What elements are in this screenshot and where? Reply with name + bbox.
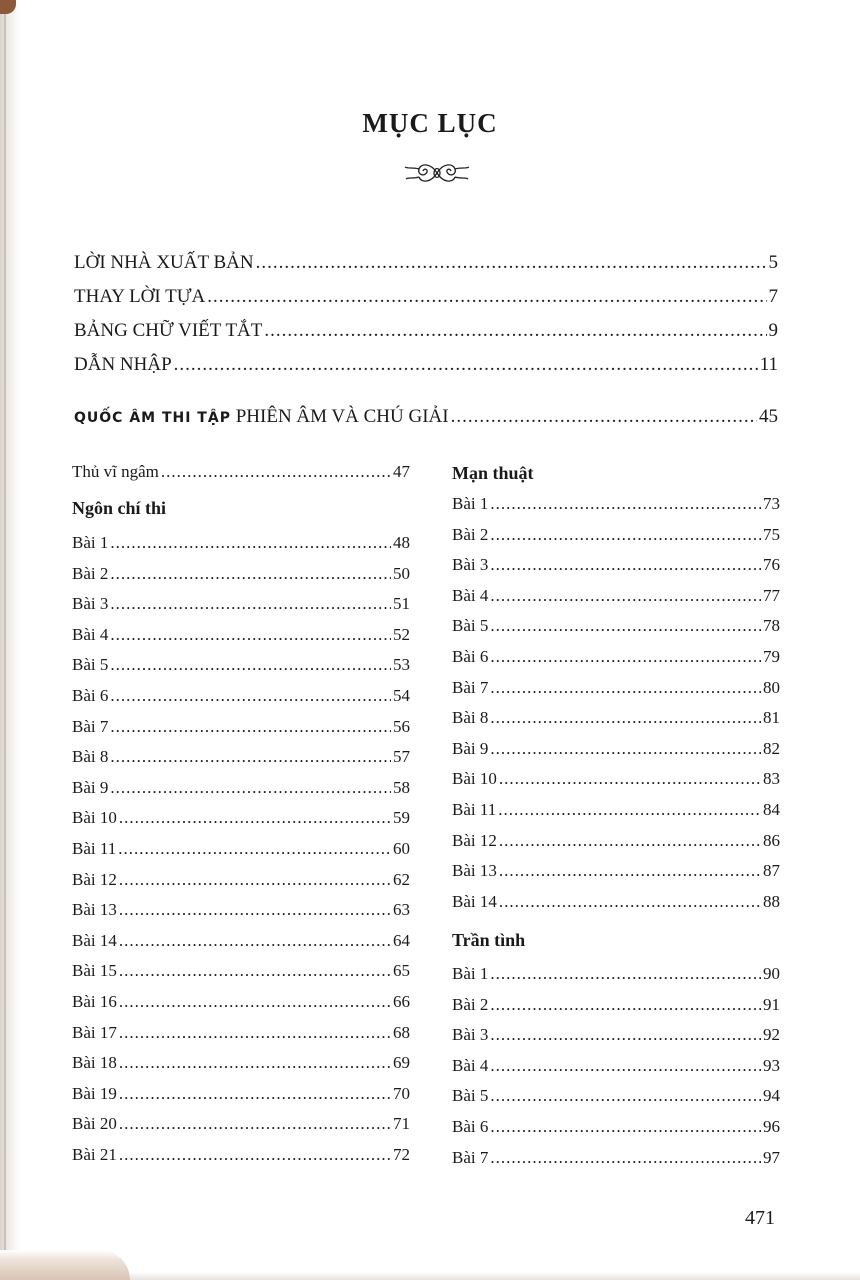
toc-entry-label: THAY LỜI TỰA <box>74 286 206 307</box>
toc-entry[interactable] <box>452 892 780 912</box>
toc-entry[interactable] <box>74 252 778 274</box>
toc-leader-dots <box>174 354 758 376</box>
toc-leader-dots <box>110 625 391 645</box>
toc-leader-dots <box>490 616 761 636</box>
toc-entry[interactable] <box>452 1086 780 1106</box>
toc-entry-label: Bài 21 <box>72 1145 117 1164</box>
toc-entry-page: 58 <box>393 777 410 797</box>
toc-entry-page: 78 <box>763 616 780 636</box>
toc-entry-label: DẪN NHẬP <box>74 354 172 375</box>
toc-leader-dots <box>264 320 766 342</box>
toc-entry[interactable] <box>452 1056 780 1076</box>
toc-entry-page: 93 <box>763 1055 780 1075</box>
toc-leader-dots <box>110 594 391 614</box>
toc-leader-dots <box>119 992 391 1012</box>
toc-entry-label: Bài 13 <box>72 900 117 920</box>
toc-entry-label: Bài 18 <box>72 1053 117 1073</box>
toc-entry[interactable] <box>452 586 780 606</box>
toc-entry-page: 86 <box>763 830 780 850</box>
toc-entry-page: 92 <box>763 1025 780 1045</box>
toc-entry-label: LỜI NHÀ XUẤT BẢN <box>74 252 254 273</box>
toc-entry-label: Bài 15 <box>72 961 117 981</box>
toc-leader-dots <box>119 808 391 828</box>
toc-entry[interactable] <box>72 747 410 767</box>
toc-entry-page: 54 <box>393 686 410 705</box>
toc-leader-dots <box>490 678 761 698</box>
toc-entry-label: Thủ vĩ ngâm <box>72 462 159 481</box>
page-bottom-edge <box>130 1272 860 1280</box>
toc-entry-label: Bài 14 <box>452 891 497 911</box>
toc-leader-dots <box>490 494 761 514</box>
toc-entry[interactable] <box>452 964 780 984</box>
toc-leader-dots <box>499 892 761 912</box>
toc-entry[interactable] <box>72 1145 410 1165</box>
toc-entry[interactable] <box>452 494 780 514</box>
toc-leader-dots <box>110 564 391 584</box>
toc-entry-label: Bài 2 <box>452 524 489 544</box>
toc-entry-page: 9 <box>768 320 778 341</box>
toc-entry-page: 84 <box>763 800 780 819</box>
toc-entry[interactable] <box>452 769 780 789</box>
toc-leader-dots <box>110 747 391 767</box>
toc-entry[interactable] <box>72 1023 410 1043</box>
toc-leader-dots <box>490 1148 761 1168</box>
toc-entry[interactable] <box>74 286 778 308</box>
toc-leader-dots <box>490 1086 761 1106</box>
toc-entry[interactable] <box>452 1117 780 1137</box>
toc-entry-page: 80 <box>763 677 780 697</box>
toc-entry[interactable] <box>452 708 780 728</box>
toc-entry-page: 63 <box>393 900 410 920</box>
toc-entry-page: 87 <box>763 861 780 881</box>
toc-leader-dots <box>161 462 391 482</box>
toc-entry[interactable] <box>452 555 780 575</box>
toc-entry[interactable] <box>72 533 410 553</box>
toc-entry-page: 96 <box>763 1117 780 1136</box>
toc-entry-label: Bài 7 <box>452 677 489 697</box>
toc-entry-label: Bài 4 <box>452 1055 489 1075</box>
toc-entry[interactable] <box>72 839 410 859</box>
toc-leader-dots <box>118 839 391 859</box>
toc-entry-page: 70 <box>393 1083 410 1103</box>
toc-entry-page: 66 <box>393 992 410 1011</box>
toc-leader-dots <box>119 1023 391 1043</box>
toc-section-heading: Mạn thuật <box>452 463 534 483</box>
toc-leader-dots <box>256 252 767 274</box>
toc-entry-label: Bài 4 <box>72 624 109 644</box>
toc-leader-dots <box>110 717 391 737</box>
toc-entry[interactable] <box>452 1148 780 1168</box>
toc-entry-label: BẢNG CHỮ VIẾT TẮT <box>74 320 263 341</box>
toc-section-heading: Trần tình <box>452 930 526 950</box>
toc-leader-dots <box>119 961 391 981</box>
toc-leader-dots <box>110 533 391 553</box>
toc-entry[interactable] <box>72 1084 410 1104</box>
toc-entry[interactable] <box>452 861 780 881</box>
toc-entry-page: 64 <box>393 930 410 950</box>
toc-leader-dots <box>207 286 766 308</box>
toc-leader-dots <box>490 739 761 759</box>
toc-leader-dots <box>110 686 391 706</box>
toc-entry-page: 11 <box>759 354 778 375</box>
toc-entry-label: Bài 8 <box>72 747 109 767</box>
toc-entry-page: 45 <box>759 406 778 427</box>
toc-entry[interactable] <box>72 931 410 951</box>
toc-entry[interactable] <box>72 961 410 981</box>
toc-entry-label: Bài 1 <box>72 533 109 552</box>
toc-entry-label: Bài 6 <box>452 1117 489 1136</box>
toc-entry-label: Bài 17 <box>72 1022 117 1042</box>
toc-leader-dots <box>119 1084 391 1104</box>
toc-leader-dots <box>490 555 761 575</box>
toc-leader-dots <box>490 525 761 545</box>
toc-entry-label: Bài 5 <box>452 616 489 636</box>
toc-entry[interactable] <box>452 995 780 1015</box>
toc-leader-dots <box>119 900 391 920</box>
toc-entry[interactable] <box>74 354 778 376</box>
toc-entry-page: 71 <box>393 1114 410 1134</box>
toc-entry-label: Bài 13 <box>452 861 497 881</box>
toc-entry[interactable] <box>452 831 780 851</box>
toc-entry[interactable] <box>452 1025 780 1045</box>
toc-leader-dots <box>119 1114 391 1134</box>
toc-entry-label: Bài 10 <box>72 808 117 828</box>
toc-entry[interactable] <box>72 992 410 1012</box>
toc-entry-page: 47 <box>393 462 410 481</box>
toc-entry-page: 7 <box>768 286 778 307</box>
toc-entry[interactable] <box>72 808 410 828</box>
toc-entry-label: Bài 3 <box>452 1025 489 1045</box>
toc-leader-dots <box>119 1145 391 1165</box>
toc-entry-page: 76 <box>763 555 780 575</box>
toc-entry[interactable] <box>72 462 410 482</box>
toc-entry-page: 62 <box>393 869 410 889</box>
toc-entry[interactable] <box>72 655 410 675</box>
toc-entry-label: Bài 8 <box>452 708 489 728</box>
toc-leader-dots <box>490 1117 761 1137</box>
toc-entry-label: Bài 14 <box>72 930 117 950</box>
toc-leader-dots <box>110 778 391 798</box>
toc-leader-dots <box>490 995 761 1015</box>
toc-entry-page: 69 <box>393 1053 410 1073</box>
toc-entry-page: 59 <box>393 808 410 828</box>
toc-entry[interactable] <box>452 800 780 820</box>
toc-entry-page: 90 <box>763 964 780 983</box>
toc-entry-page: 60 <box>393 839 410 858</box>
toc-entry-label: Bài 6 <box>72 686 109 705</box>
toc-entry-page: 72 <box>393 1145 410 1164</box>
toc-entry-page: 83 <box>763 769 780 789</box>
toc-leader-dots <box>119 1053 391 1073</box>
toc-leader-dots <box>490 708 761 728</box>
toc-entry-label: Bài 1 <box>452 494 489 513</box>
thumb-shadow <box>0 1250 130 1280</box>
toc-leader-dots <box>490 647 761 667</box>
toc-entry-label: Bài 9 <box>452 738 489 758</box>
toc-leader-dots <box>499 861 761 881</box>
toc-entry[interactable] <box>72 625 410 645</box>
toc-leader-dots <box>490 964 761 984</box>
toc-section-heading: Ngôn chí thi <box>72 498 167 518</box>
toc-entry[interactable] <box>452 616 780 636</box>
toc-entry[interactable] <box>72 1053 410 1073</box>
toc-entry[interactable] <box>452 525 780 545</box>
toc-leader-dots <box>119 870 391 890</box>
toc-entry-page: 51 <box>393 594 410 614</box>
toc-leader-dots <box>119 931 391 951</box>
toc-entry-label: Bài 10 <box>452 769 497 789</box>
toc-entry-label: Bài 5 <box>452 1086 489 1106</box>
toc-entry-page: 75 <box>763 524 780 544</box>
toc-entry-page: 82 <box>763 738 780 758</box>
toc-entry-page: 48 <box>393 533 410 552</box>
toc-entry-label: Bài 6 <box>452 647 489 666</box>
toc-entry-page: 79 <box>763 647 780 666</box>
page-title: MỤC LỤC <box>362 108 498 138</box>
toc-entry-page: 5 <box>768 252 778 273</box>
toc-entry-page: 50 <box>393 563 410 583</box>
toc-leader-dots <box>499 831 761 851</box>
toc-leader-dots <box>499 769 761 789</box>
toc-entry-label: Bài 1 <box>452 964 489 983</box>
toc-leader-dots <box>490 586 761 606</box>
toc-entry-label: Bài 12 <box>72 869 117 889</box>
toc-leader-dots <box>110 655 391 675</box>
toc-entry[interactable] <box>72 594 410 614</box>
toc-entry[interactable] <box>72 686 410 706</box>
toc-entry-page: 73 <box>763 494 780 513</box>
toc-entry-label: Bài 4 <box>452 585 489 605</box>
toc-leader-dots <box>490 1056 761 1076</box>
toc-entry-page: 88 <box>763 891 780 911</box>
toc-entry-label: Bài 9 <box>72 777 109 797</box>
toc-entry-label: Bài 11 <box>452 800 497 819</box>
toc-entry-page: 56 <box>393 716 410 736</box>
toc-entry[interactable] <box>74 320 778 342</box>
toc-entry[interactable] <box>72 778 410 798</box>
toc-leader-dots <box>490 1025 761 1045</box>
ornament-icon <box>403 157 471 189</box>
page-gutter-shadow <box>0 0 20 1280</box>
toc-entry-page: 68 <box>393 1022 410 1042</box>
toc-entry[interactable] <box>72 717 410 737</box>
toc-entry[interactable] <box>452 678 780 698</box>
page-number: 471 <box>745 1207 775 1229</box>
toc-entry[interactable] <box>452 739 780 759</box>
toc-leader-dots <box>498 800 761 820</box>
toc-entry-label: Bài 7 <box>72 716 109 736</box>
toc-entry-page: 77 <box>763 585 780 605</box>
toc-entry-label: Bài 3 <box>452 555 489 575</box>
toc-entry-label: Bài 5 <box>72 655 109 675</box>
toc-entry-page: 97 <box>763 1147 780 1167</box>
toc-entry-page: 53 <box>393 655 410 675</box>
toc-entry-label: Bài 12 <box>452 830 497 850</box>
toc-entry-label: Bài 7 <box>452 1147 489 1167</box>
toc-entry-label: Bài 11 <box>72 839 117 858</box>
toc-leader-dots <box>451 406 757 428</box>
toc-entry-main-part[interactable] <box>74 406 778 428</box>
toc-entry-page: 91 <box>763 994 780 1014</box>
toc-entry[interactable] <box>452 647 780 667</box>
toc-entry-page: 81 <box>763 708 780 728</box>
toc-entry[interactable] <box>72 564 410 584</box>
toc-entry-page: 57 <box>393 747 410 767</box>
toc-entry[interactable] <box>72 900 410 920</box>
toc-entry-label: Bài 20 <box>72 1114 117 1134</box>
toc-entry-label: Bài 16 <box>72 992 117 1011</box>
toc-entry-label: QUỐC ÂM THI TẬP PHIÊN ÂM VÀ CHÚ GIẢI <box>74 406 449 427</box>
toc-entry-label: Bài 19 <box>72 1083 117 1103</box>
toc-entry-page: 52 <box>393 624 410 644</box>
toc-entry-label: Bài 3 <box>72 594 109 614</box>
toc-entry[interactable] <box>72 870 410 890</box>
toc-entry-page: 65 <box>393 961 410 981</box>
toc-entry-label: Bài 2 <box>452 994 489 1014</box>
toc-entry-page: 94 <box>763 1086 780 1106</box>
toc-entry-label: Bài 2 <box>72 563 109 583</box>
toc-entry[interactable] <box>72 1114 410 1134</box>
